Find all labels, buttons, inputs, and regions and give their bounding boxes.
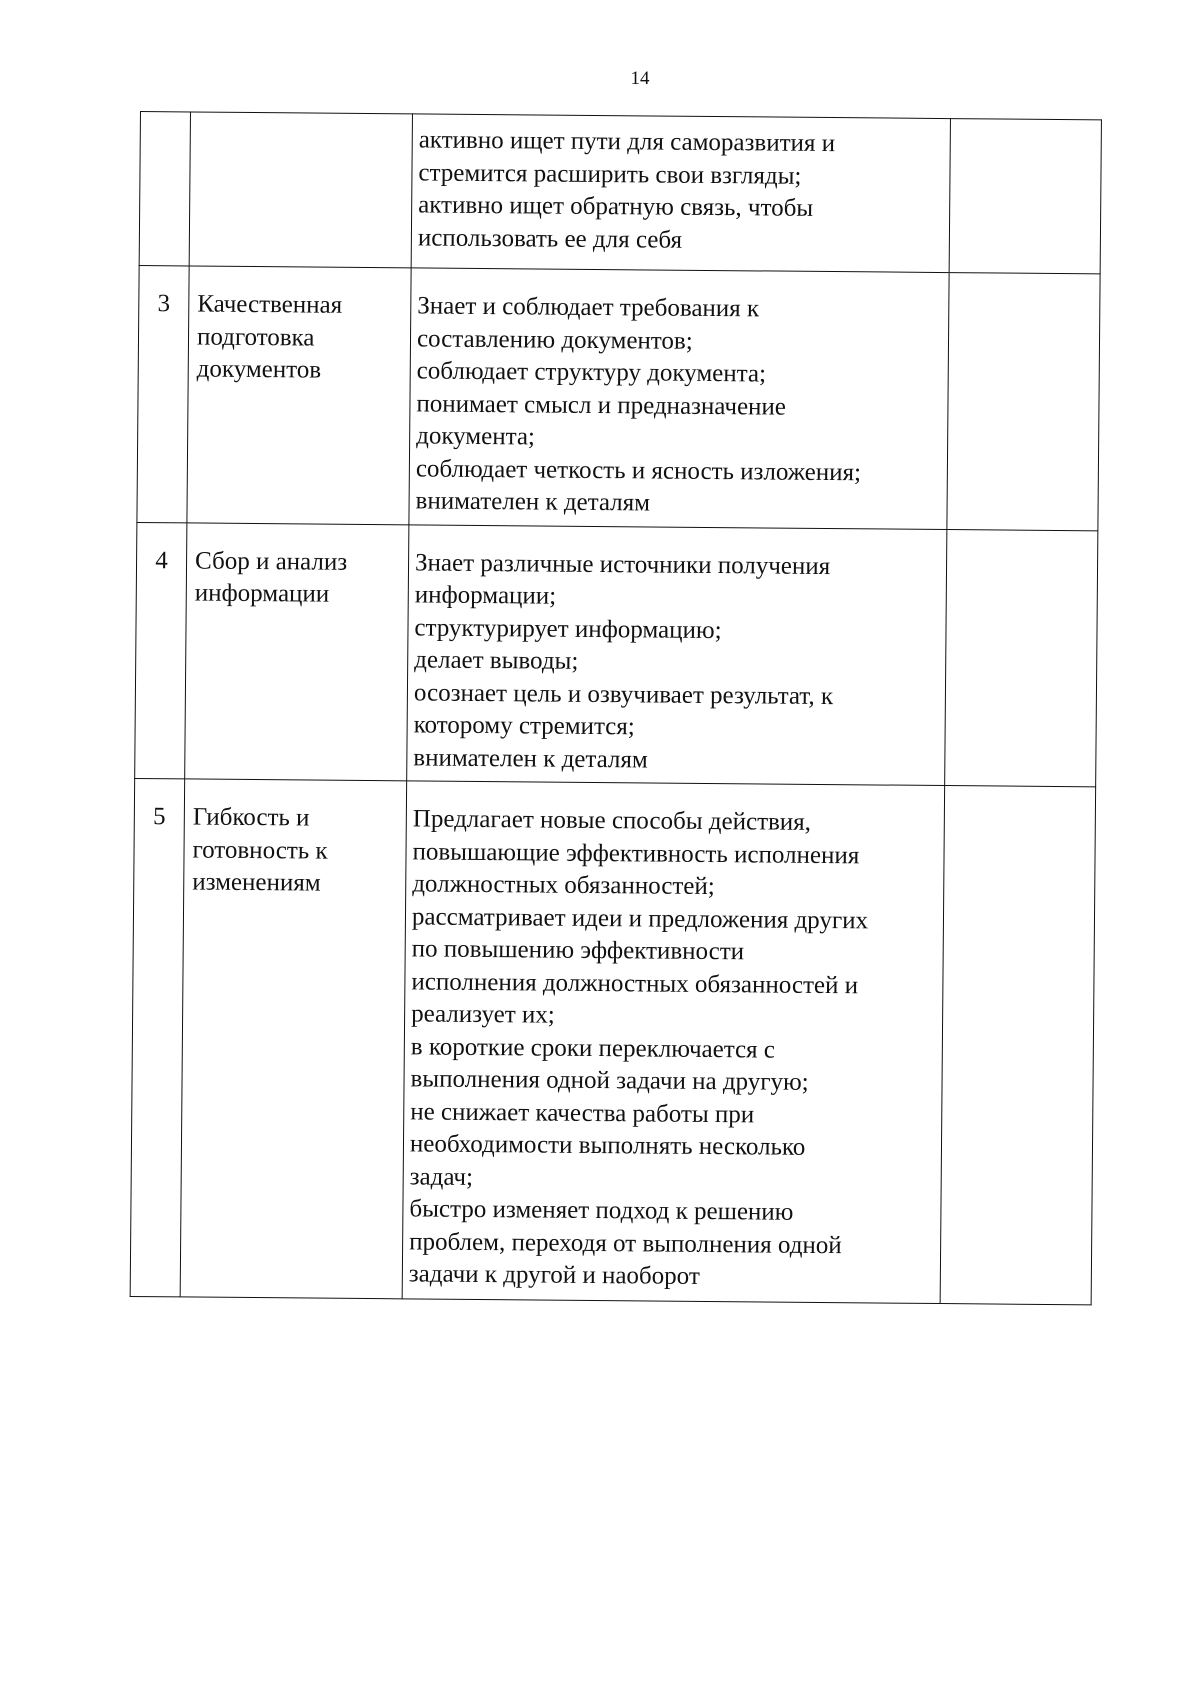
description-line: выполнения одной задачи на другую; <box>410 1065 809 1096</box>
competency-table <box>130 111 1102 1305</box>
description-line: использовать ее для себя <box>417 223 683 254</box>
description-line: активно ищет пути для саморазвития и <box>418 126 836 158</box>
description-line: активно ищет обратную связь, чтобы <box>418 191 814 222</box>
description-line: документа; <box>416 422 536 451</box>
description-line: проблем, переходя от выполнения одной <box>409 1227 842 1259</box>
description-line: которому стремится; <box>413 711 635 741</box>
competency-name-line: Сбор и анализ <box>194 546 348 576</box>
table-row <box>130 778 1095 1304</box>
description-line: реализует их; <box>411 1000 555 1029</box>
description-line: составлению документов; <box>416 324 693 355</box>
description-line: рассматривает идеи и предложения других <box>411 902 869 934</box>
description-line: быстро изменяет подход к решению <box>409 1195 794 1226</box>
assessment-cell <box>949 119 1101 274</box>
competency-name-line: Гибкость и <box>192 803 310 832</box>
description-line: по повышению эффективности <box>411 935 745 966</box>
description-line: необходимости выполнять несколько <box>409 1130 806 1161</box>
table-row <box>135 522 1098 787</box>
competency-description-cell <box>402 781 944 1304</box>
description-line: понимает смысл и предназначение <box>416 389 787 421</box>
description-line: не снижает качества работы при <box>410 1097 755 1128</box>
assessment-cell <box>947 273 1100 531</box>
description-line: осознает цель и озвучивает результат, к <box>413 678 834 710</box>
competency-description-cell <box>407 524 947 785</box>
row-number-cell <box>139 112 190 266</box>
competency-name-line: информации <box>194 579 330 608</box>
competency-name-cell <box>187 266 411 524</box>
description-line: соблюдает структуру документа; <box>416 357 767 388</box>
competency-name-line: изменениям <box>192 868 321 897</box>
row-number-cell: 3 <box>137 265 189 522</box>
assessment-cell <box>945 529 1098 787</box>
competency-name-cell <box>185 522 409 780</box>
assessment-cell <box>940 786 1096 1305</box>
description-line: информации; <box>414 581 557 610</box>
competency-description-cell <box>411 114 950 273</box>
competency-table-wrapper <box>130 111 1101 1299</box>
table-body <box>130 112 1101 1305</box>
description-line: структурирует информацию; <box>414 613 722 644</box>
description-line: соблюдает четкость и ясность изложения; <box>415 454 862 486</box>
competency-name-line: готовность к <box>192 835 328 865</box>
competency-description-cell <box>409 268 949 529</box>
competency-name-cell <box>180 779 407 1299</box>
description-line: задач; <box>409 1162 474 1191</box>
row-number-cell: 5 <box>130 778 185 1296</box>
row-number-cell: 4 <box>135 522 187 779</box>
description-line: стремится расширить свои взгляды; <box>418 158 802 190</box>
page-number: 14 <box>630 68 650 89</box>
description-line: Знает различные источники получения <box>414 548 831 580</box>
description-line: делает выводы; <box>414 646 579 675</box>
description-line: Предлагает новые способы действия, <box>412 805 812 836</box>
competency-name-line: подготовка <box>196 323 315 352</box>
description-line: внимателен к деталям <box>415 487 651 517</box>
competency-name-cell <box>189 112 412 268</box>
table-row <box>139 112 1101 274</box>
competency-name-line: документов <box>196 355 322 384</box>
description-line: исполнения должностных обязанностей и <box>411 967 859 999</box>
description-line: в короткие сроки переключается с <box>410 1032 776 1064</box>
description-line: повышающие эффективность исполнения <box>412 837 860 869</box>
description-line: Знает и соблюдает требования к <box>417 292 760 323</box>
description-line: задачи к другой и наоборот <box>408 1260 700 1290</box>
competency-name-line: Качественная <box>197 290 343 319</box>
description-line: внимателен к деталям <box>413 743 648 773</box>
description-line: должностных обязанностей; <box>412 870 715 901</box>
table-row <box>137 265 1100 530</box>
